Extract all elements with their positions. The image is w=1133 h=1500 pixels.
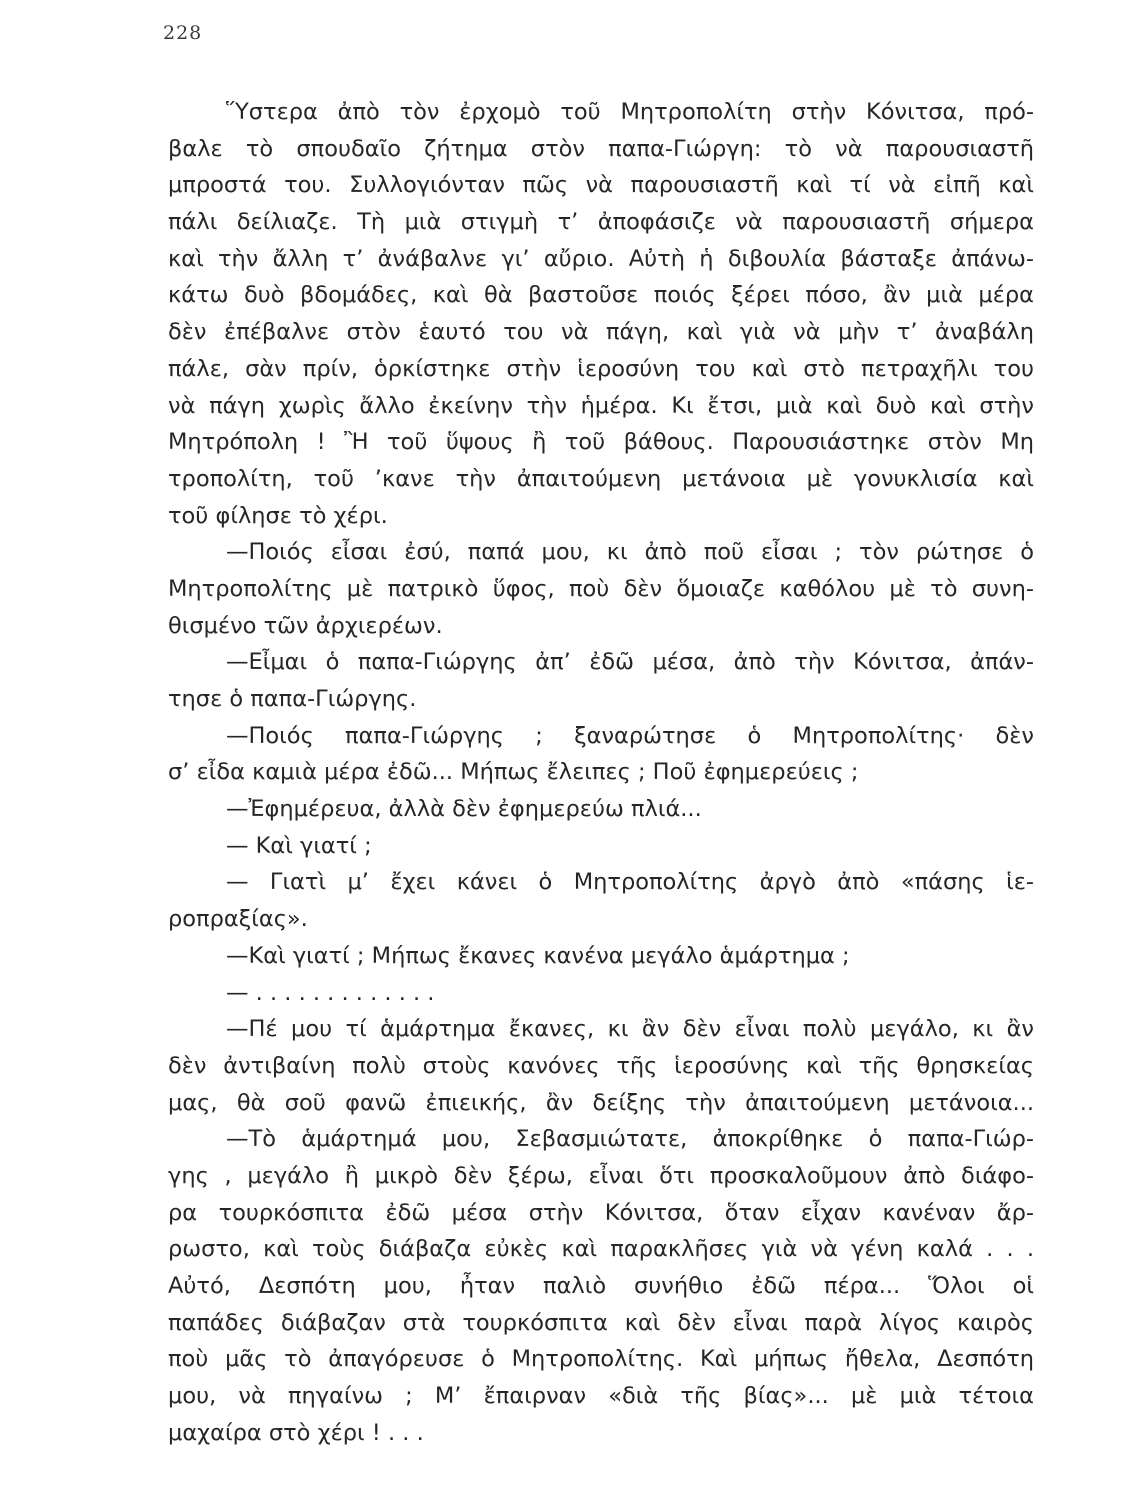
text-line: ποὺ μᾶς τὸ ἀπαγόρευσε ὁ Μητροπολίτης. Καὶ μήπως ἤθελα, Δεσπότη [168, 1346, 1034, 1373]
text-line: ρα τουρκόσπιτα ἐδῶ μέσα στὴν Κόνιτσα, ὅταν εἶχαν κανέναν ἄρ- [168, 1199, 1034, 1226]
text-line: καὶ τὴν ἄλλη τ’ ἀνάβαλνε γι’ αὔριο. Αὐτὴ ἡ διβουλία βάσταξε ἀπάνω- [168, 245, 1034, 272]
page-number: 228 [163, 22, 203, 44]
text-line: δὲν ἐπέβαλνε στὸν ἑαυτό του νὰ πάγη, καὶ γιὰ νὰ μὴν τ’ ἀναβάλη [168, 319, 1034, 346]
text-line: Αὐτό, Δεσπότη μου, ἦταν παλιὸ συνήθιο ἐδῶ πέρα... Ὅλοι οἱ [168, 1273, 1034, 1299]
text-line: πάλι δείλιαζε. Τὴ μιὰ στιγμὴ τ’ ἀποφάσιζε νὰ παρουσιαστῆ σήμερα [168, 209, 1034, 236]
text-line: μου, νὰ πηγαίνω ; Μ’ ἔπαιρναν «διὰ τῆς βίας»... μὲ μιὰ τέτοια [168, 1383, 1034, 1410]
text-line: —Καὶ γιατί ; Μήπως ἔκανες κανένα μεγάλο ἁμάρτημα ; [226, 942, 850, 969]
text-line: μαχαίρα στὸ χέρι ! . . . [168, 1419, 424, 1446]
text-line: — . . . . . . . . . . . . . [226, 979, 435, 1006]
text-line: τροπολίτη, τοῦ ’κανε τὴν ἀπαιτούμενη μετάνοια μὲ γονυκλισία καὶ [168, 465, 1034, 492]
text-line: ροπραξίας». [168, 906, 308, 933]
text-line: — Καὶ γιατί ; [226, 832, 372, 859]
text-line: κάτω δυὸ βδομάδες, καὶ θὰ βαστοῦσε ποιός ξέρει πόσο, ἂν μιὰ μέρα [168, 282, 1034, 309]
text-line: —Ποιός παπα-Γιώργης ; ξαναρώτησε ὁ Μητροπολίτης· δὲν [226, 722, 1034, 749]
text-line: δὲν ἀντιβαίνη πολὺ στοὺς κανόνες τῆς ἱεροσύνης καὶ τῆς θρησκείας [168, 1052, 1034, 1079]
text-line: νὰ πάγη χωρὶς ἄλλο ἐκείνην τὴν ἡμέρα. Κι ἔτσι, μιὰ καὶ δυὸ καὶ στὴν [168, 392, 1034, 419]
text-line: τησε ὁ παπα-Γιώργης. [168, 686, 417, 712]
text-line: μας, θὰ σοῦ φανῶ ἐπιεικής, ἂν δείξης τὴν ἀπαιτούμενη μετάνοια... [168, 1089, 1034, 1116]
text-line: —Εἶμαι ὁ παπα-Γιώργης ἀπ’ ἐδῶ μέσα, ἀπὸ τὴν Κόνιτσα, ἀπάν- [226, 649, 1034, 676]
text-line: παπάδες διάβαζαν στὰ τουρκόσπιτα καὶ δὲν εἶναι παρὰ λίγος καιρὸς [168, 1309, 1034, 1336]
text-line: Μητρόπολη ! Ἢ τοῦ ὕψους ἢ τοῦ βάθους. Παρουσιάστηκε στὸν Μη [168, 429, 1034, 456]
text-line: —Πέ μου τί ἁμάρτημα ἔκανες, κι ἂν δὲν εἶναι πολὺ μεγάλο, κι ἂν [226, 1016, 1034, 1043]
text-line: —Ποιός εἶσαι ἐσύ, παπά μου, κι ἀπὸ ποῦ εἶσαι ; τὸν ρώτησε ὁ [226, 539, 1034, 566]
text-line: —Τὸ ἁμάρτημά μου, Σεβασμιώτατε, ἀποκρίθηκε ὁ παπα-Γιώρ- [226, 1126, 1034, 1153]
page-body-text [168, 94, 1034, 1451]
text-line: Ὕστερα ἀπὸ τὸν ἐρχομὸ τοῦ Μητροπολίτη στὴν Κόνιτσα, πρό- [226, 99, 1034, 125]
text-line: σ’ εἶδα καμιὰ μέρα ἐδῶ... Μήπως ἔλειπες ; Ποῦ ἐφημερεύεις ; [168, 759, 859, 786]
text-line: —Ἐφημέρευα, ἀλλὰ δὲν ἐφημερεύω πλιά... [226, 796, 702, 823]
text-line: Μητροπολίτης μὲ πατρικὸ ὕφος, ποὺ δὲν ὅμοιαζε καθόλου μὲ τὸ συνη- [168, 575, 1034, 602]
text-line: — Γιατὶ μ’ ἔχει κάνει ὁ Μητροπολίτης ἀργὸ ἀπὸ «πάσης ἱε- [226, 869, 1034, 896]
text-line: βαλε τὸ σπουδαῖο ζήτημα στὸν παπα-Γιώργη: τὸ νὰ παρουσιαστῆ [168, 135, 1034, 162]
text-line: θισμένο τῶν ἀρχιερέων. [168, 612, 443, 639]
text-line: τοῦ φίλησε τὸ χέρι. [168, 502, 388, 529]
text-line: μπροστά του. Συλλογιόνταν πῶς νὰ παρουσιαστῆ καὶ τί νὰ εἰπῆ καὶ [168, 172, 1034, 199]
text-line: πάλε, σὰν πρίν, ὁρκίστηκε στὴν ἱεροσύνη του καὶ στὸ πετραχῆλι του [168, 355, 1034, 382]
text-line: ρωστο, καὶ τοὺς διάβαζα εὐκὲς καὶ παρακλῆσες γιὰ νὰ γένη καλά . . . [168, 1236, 1034, 1263]
text-line: γης , μεγάλο ἢ μικρὸ δὲν ξέρω, εἶναι ὅτι προσκαλοῦμουν ἀπὸ διάφο- [168, 1162, 1034, 1189]
